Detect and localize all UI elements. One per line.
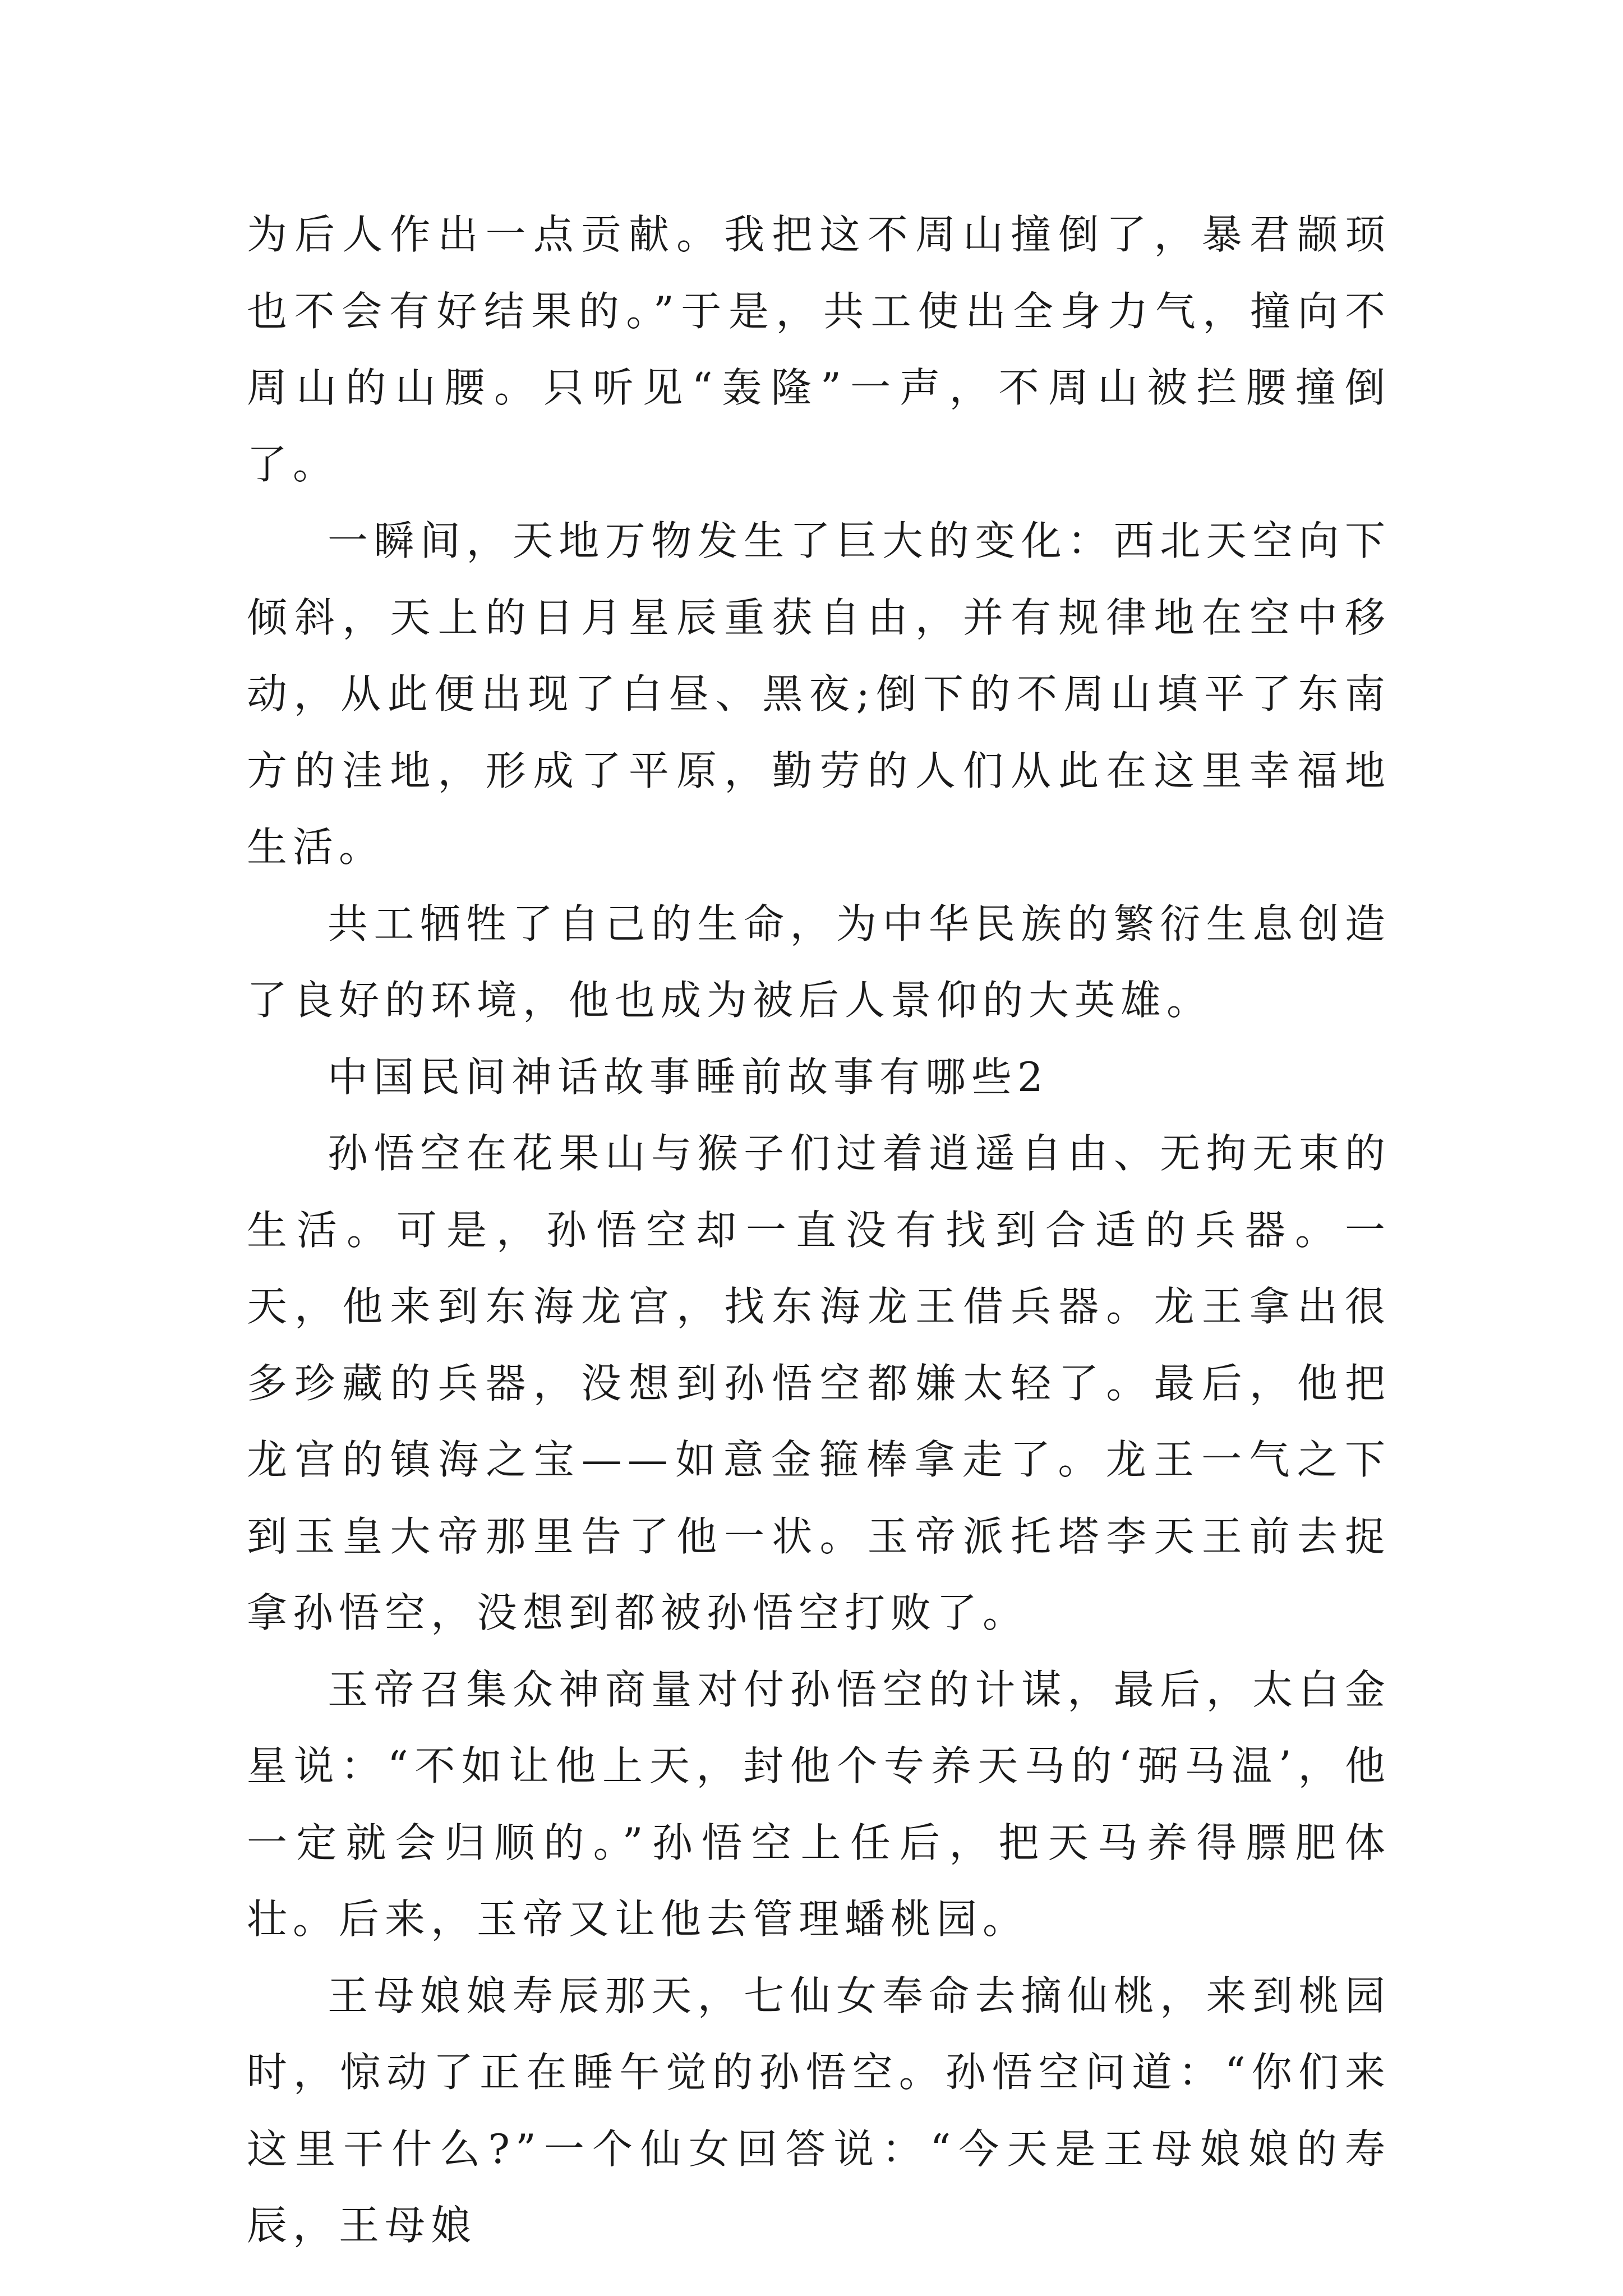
paragraph-1: 为后人作出一点贡献。我把这不周山撞倒了，暴君颛顼也不会有好结果的。”于是，共工使出全身力气，撞向不周山的山腰。只听见“轰隆”一声，不周山被拦腰撞倒了。 — [247, 211, 1391, 488]
paragraph-3: 共工牺牲了自己的生命，为中华民族的繁衍生息创造了良好的环境，他也成为被后人景仰的大英雄。 — [247, 900, 1391, 1024]
body-text — [247, 196, 1391, 2264]
paragraph-5: 玉帝召集众神商量对付孙悟空的计谋，最后，太白金星说：“不如让他上天，封他个专养天马的‘弼马温’，他一定就会归顺的。”孙悟空上任后，把天马养得膘肥体壮。后来，玉帝又让他去管理蟠桃园。 — [247, 1665, 1391, 1943]
paragraph-2: 一瞬间，天地万物发生了巨大的变化：西北天空向下倾斜，天上的日月星辰重获自由，并有规律地在空中移动，从此便出现了白昼、黑夜;倒下的不周山填平了东南方的洼地，形成了平原，勤劳的人们从此在这里幸福地生活。 — [247, 517, 1391, 871]
section-heading: 中国民间神话故事睡前故事有哪些2 — [328, 1053, 1049, 1101]
paragraph-6: 王母娘娘寿辰那天，七仙女奉命去摘仙桃，来到桃园时，惊动了正在睡午觉的孙悟空。孙悟空问道：“你们来这里干什么?”一个仙女回答说：“今天是王母娘娘的寿辰，王母娘 — [247, 1972, 1391, 2249]
paragraph-4: 孙悟空在花果山与猴子们过着逍遥自由、无拘无束的生活。可是，孙悟空却一直没有找到合适的兵器。一天，他来到东海龙宫，找东海龙王借兵器。龙王拿出很多珍藏的兵器，没想到孙悟空都嫌太轻了。最后，他把龙宫的镇海之宝——如意金箍棒拿走了。龙王一气之下到玉皇大帝那里告了他一状。玉帝派托塔李天王前去捉拿孙悟空，没想到都被孙悟空打败了。 — [247, 1130, 1391, 1636]
